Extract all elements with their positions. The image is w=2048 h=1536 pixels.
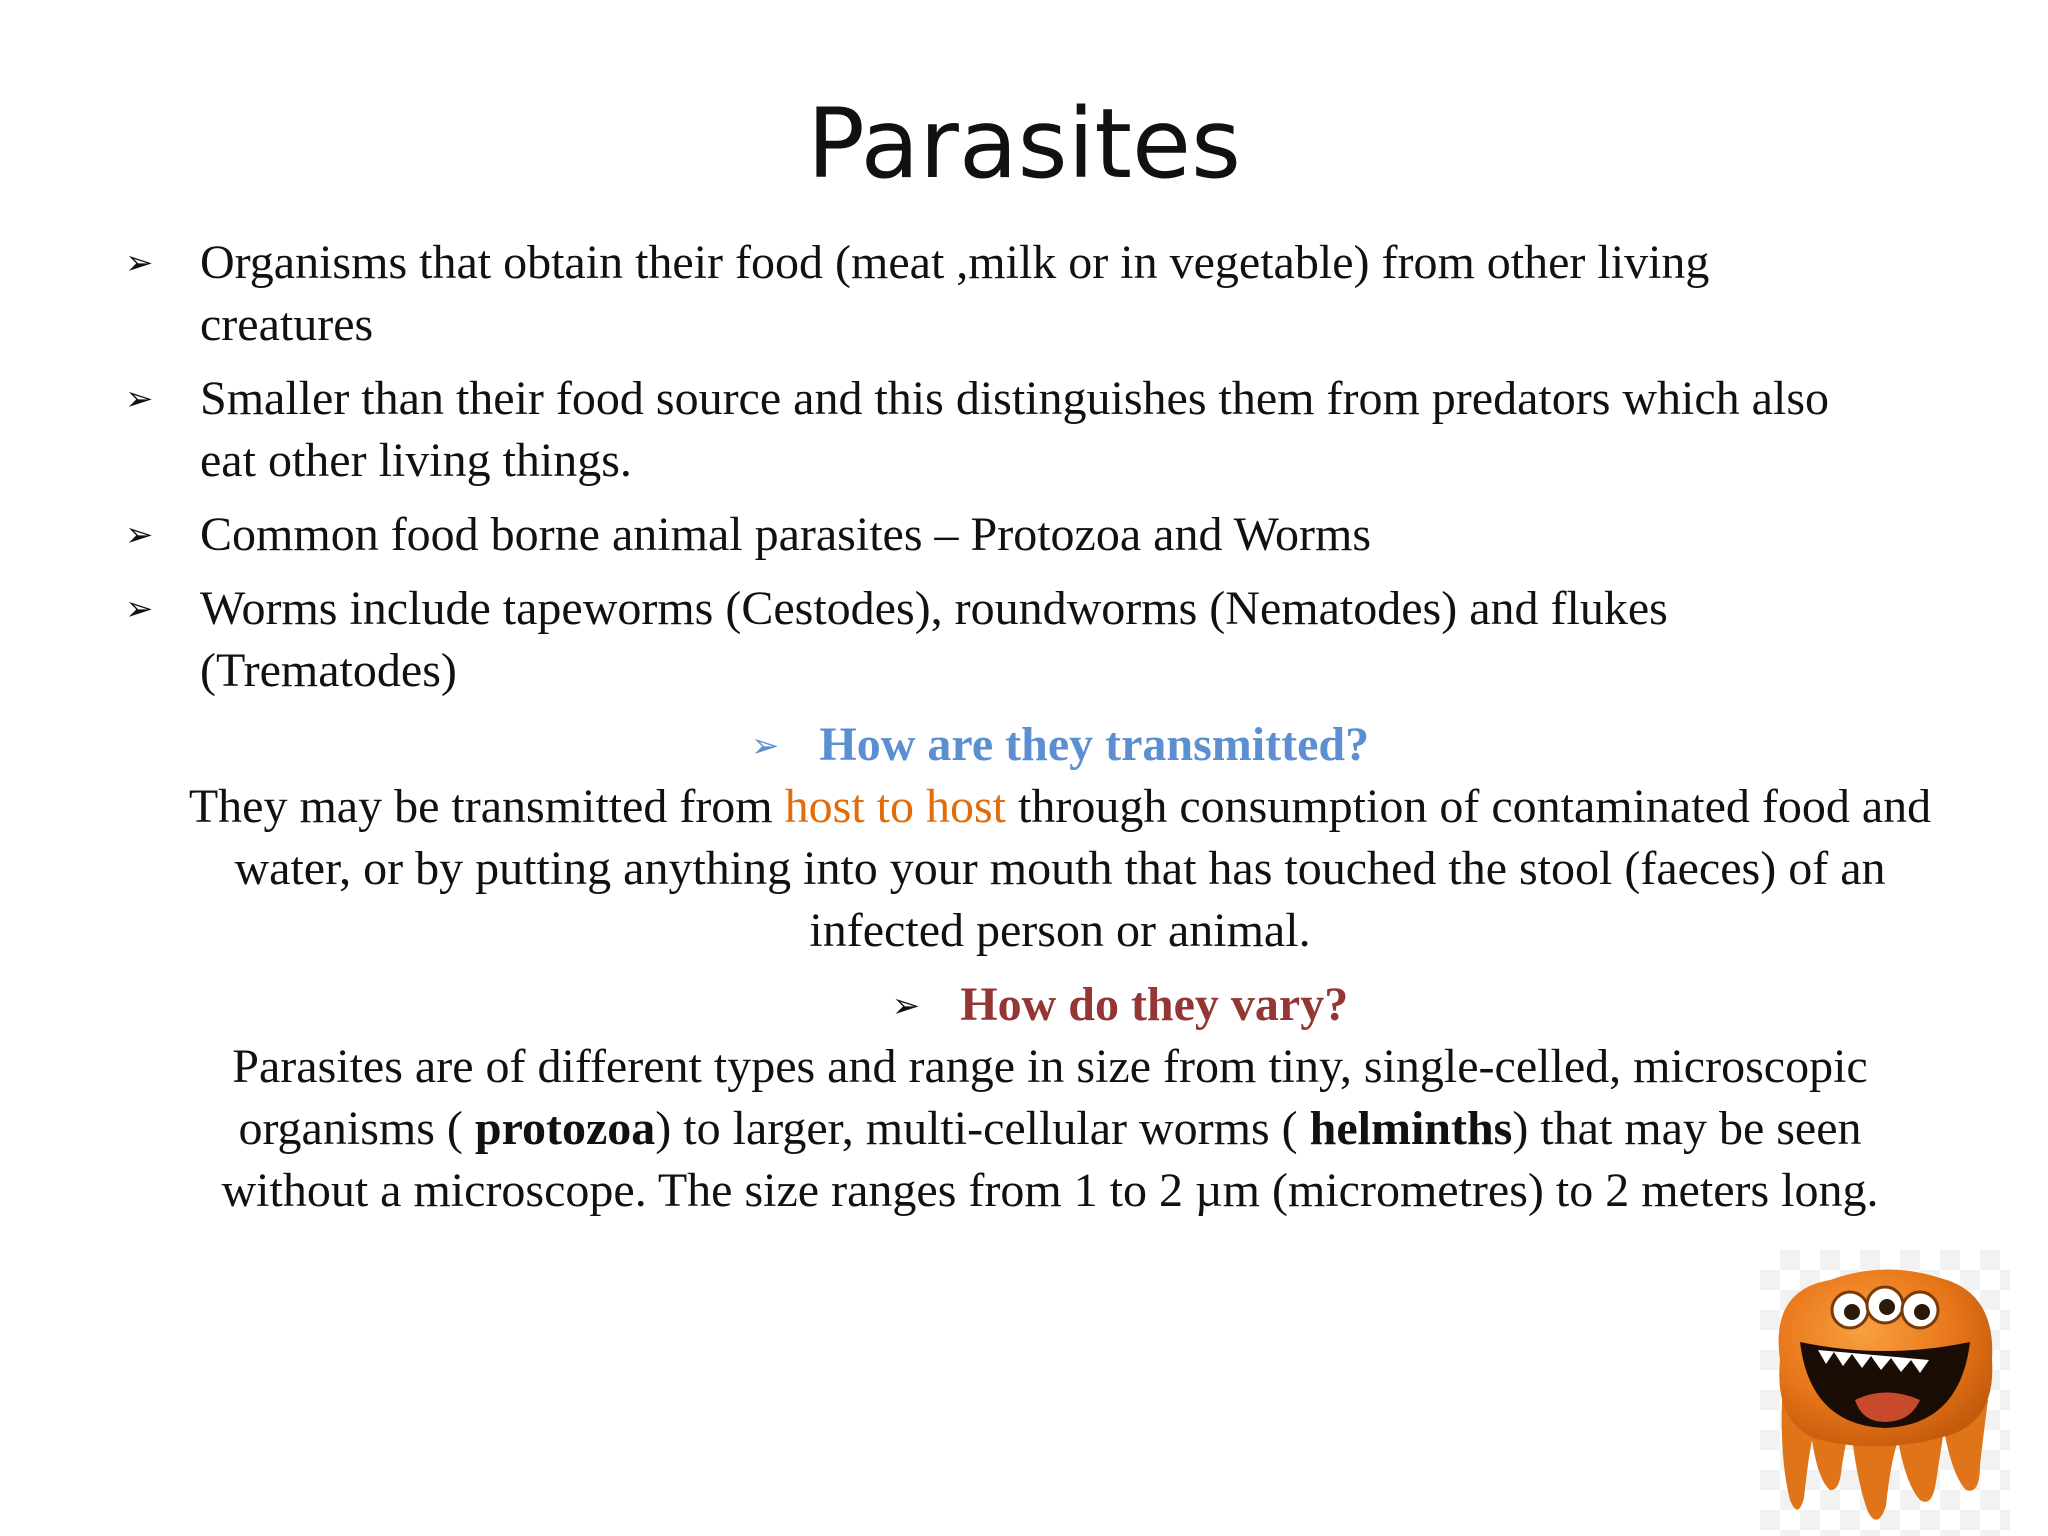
helminths-bold: helminths: [1309, 1102, 1513, 1155]
transmission-text-after: through consumption of contaminated food and water, or by putting anything into your mouth that has touched the stool (faeces) of an infected person or animal.: [234, 780, 1932, 957]
transmission-heading-text: How are they transmitted?: [819, 718, 1370, 771]
variation-text-1: Parasites are of different types and range in size from tiny, single-celled, microscopic organisms (: [232, 1040, 1868, 1155]
arrow-bullet-icon: ➢: [125, 515, 154, 555]
transmission-heading: [180, 714, 1940, 777]
arrow-bullet-icon: ➢: [125, 589, 154, 629]
arrow-bullet-icon: ➢: [125, 243, 154, 283]
variation-paragraph: [200, 1036, 1900, 1222]
bullet-item: [120, 504, 1880, 566]
bullet-text: Smaller than their food source and this distinguishes them from predators which also eat other living things.: [200, 372, 1829, 487]
variation-heading: [240, 974, 2000, 1037]
arrow-bullet-icon: ➢: [891, 986, 921, 1026]
arrow-bullet-icon: ➢: [125, 379, 154, 419]
transmission-text-before: They may be transmitted from: [188, 780, 785, 833]
host-to-host-highlight: host to host: [784, 780, 1007, 833]
bullet-item: [120, 368, 1880, 492]
bullet-text: Common food borne animal parasites – Protozoa and Worms: [200, 508, 1372, 561]
transmission-paragraph: [180, 776, 1940, 962]
bullet-list: [120, 232, 1880, 714]
bullet-item: [120, 578, 1880, 702]
bullet-text: Worms include tapeworms (Cestodes), roundworms (Nematodes) and flukes (Trematodes): [200, 582, 1668, 697]
variation-heading-text: How do they vary?: [960, 978, 1349, 1031]
arrow-bullet-icon: ➢: [750, 726, 780, 766]
variation-text-2: ) to larger, multi-cellular worms (: [655, 1102, 1310, 1155]
orange-germ-monster-icon: [1760, 1250, 2010, 1536]
variation-text-3: ) that may be seen without a microscope. The size ranges from 1 to 2 µm (micrometres) to 2 meters long.: [221, 1102, 1879, 1217]
protozoa-bold: protozoa: [474, 1102, 656, 1155]
bullet-item: [120, 232, 1880, 356]
bullet-text: Organisms that obtain their food (meat ,milk or in vegetable) from other living creatures: [200, 236, 1710, 351]
slide-title: Parasites: [806, 88, 1242, 200]
